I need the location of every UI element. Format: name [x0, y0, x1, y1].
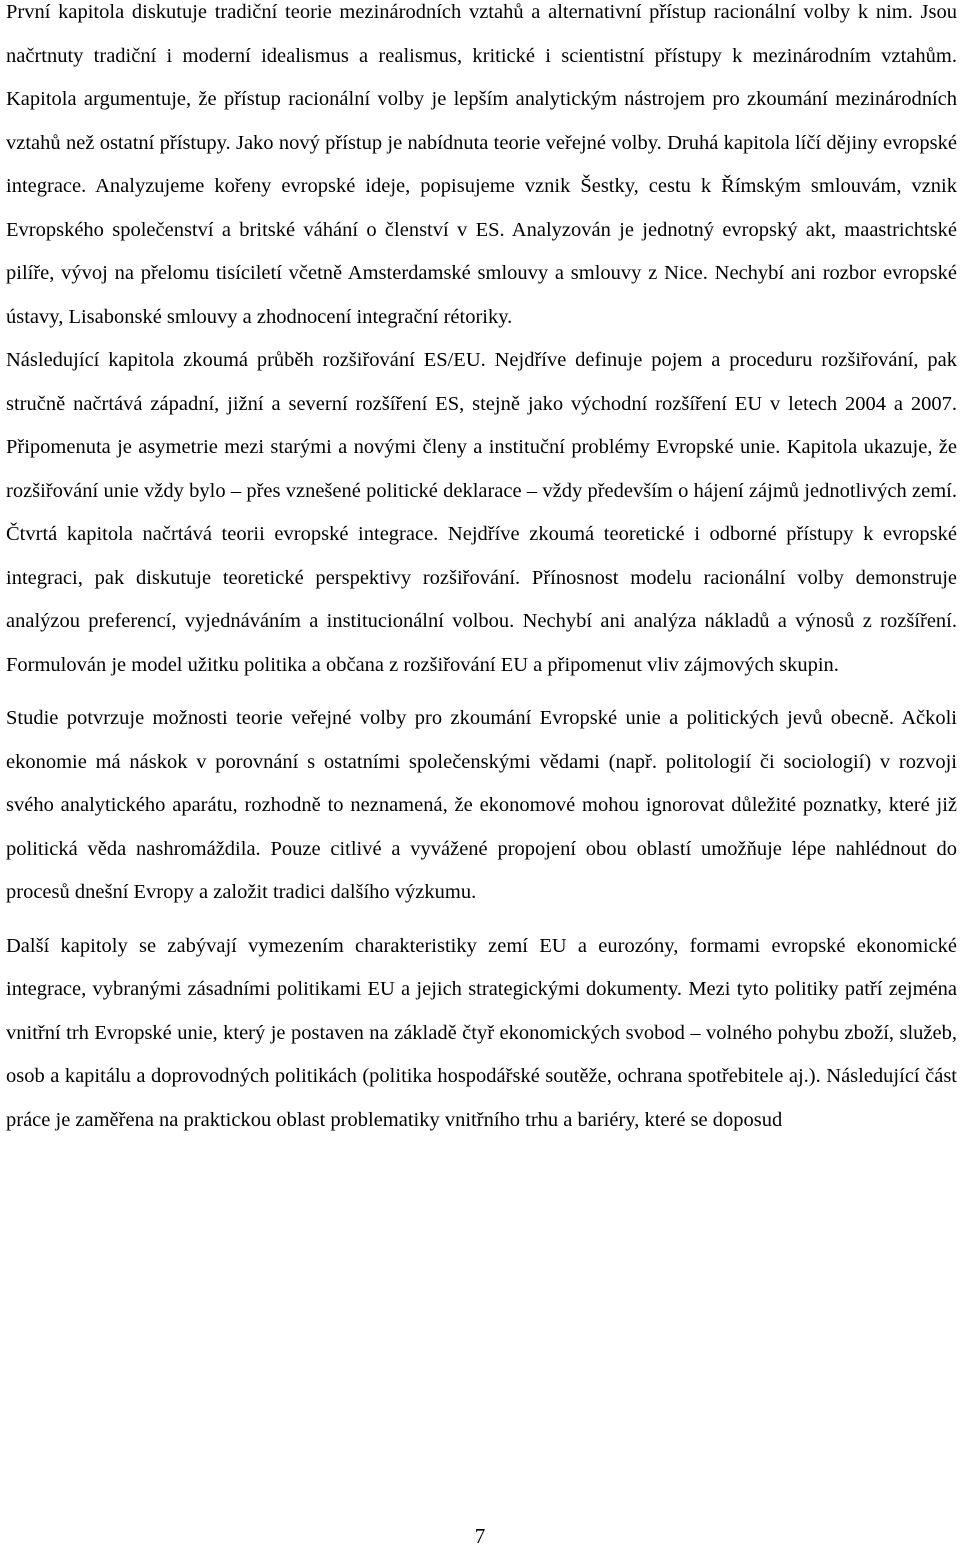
- paragraph-4: Další kapitoly se zabývají vymezením charakteristiky zemí EU a eurozóny, formami evropské ekonomické integrace, vybranými zásadními politikami EU a jejich strategickými dokumenty. Mezi tyto politiky patří zejména vnitřní trh Evropské unie, který je postaven na základě čtyř ekonomických svobod – volného pohybu zboží, služeb, osob a kapitálu a doprovodných politikách (politika hospodářské soutěže, ochrana spotřebitele aj.). Následující část práce je zaměřena na praktickou oblast problematiky vnitřního trhu a bariéry, které se doposud: [6, 934, 957, 1131]
- document-body: [6, 0, 957, 1142]
- paragraph-1: První kapitola diskutuje tradiční teorie mezinárodních vztahů a alternativní přístup racionální volby k nim. Jsou načrtnuty tradiční i moderní idealismus a realismus, kritické i scientistní přístupy k mezinárodním vztahům. Kapitola argumentuje, že přístup racionální volby je lepším analytickým nástrojem pro zkoumání mezinárodních vztahů než ostatní přístupy. Jako nový přístup je nabídnuta teorie veřejné volby. Druhá kapitola líčí dějiny evropské integrace. Analyzujeme kořeny evropské ideje, popisujeme vznik Šestky, cestu k Římským smlouvám, vznik Evropského společenství a britské váhání o členství v ES. Analyzován je jednotný evropský akt, maastrichtské pilíře, vývoj na přelomu tisíciletí včetně Amsterdamské smlouvy a smlouvy z Nice. Nechybí ani rozbor evropské ústavy, Lisabonské smlouvy a zhodnocení integrační rétoriky.: [6, 1, 957, 328]
- paragraph-gap: [6, 687, 957, 697]
- paragraph-3: Studie potvrzuje možnosti teorie veřejné volby pro zkoumání Evropské unie a politických jevů obecně. Ačkoli ekonomie má náskok v porovnání s ostatními společenskými vědami (např. politologií či sociologií) v rozvoji svého analytického aparátu, rozhodně to neznamená, že ekonomové mohou ignorovat důležité poznatky, které již politická věda nashromáždila. Pouze citlivé a vyvážené propojení obou oblastí umožňuje lépe nahlédnout do procesů dnešní Evropy a založit tradici dalšího výzkumu.: [6, 707, 957, 903]
- page-number: 7: [474, 1524, 486, 1548]
- paragraph-2: Následující kapitola zkoumá průběh rozšiřování ES/EU. Nejdříve definuje pojem a proceduru rozšiřování, pak stručně načrtává západní, jižní a severní rozšíření ES, stejně jako východní rozšíření EU v letech 2004 a 2007. Připomenuta je asymetrie mezi starými a novými členy a instituční problémy Evropské unie. Kapitola ukazuje, že rozšiřování unie vždy bylo – přes vznešené politické deklarace – vždy především o hájení zájmů jednotlivých zemí. Čtvrtá kapitola načrtává teorii evropské integrace. Nejdříve zkoumá teoretické i odborné přístupy k evropské integraci, pak diskutuje teoretické perspektivy rozšiřování. Přínosnost modelu racionální volby demonstruje analýzou preferencí, vyjednáváním a institucionální volbou. Nechybí ani analýza nákladů a výnosů z rozšíření. Formulován je model užitku politika a občana z rozšiřování EU a připomenut vliv zájmových skupin.: [6, 349, 957, 676]
- paragraph-gap: [6, 915, 957, 925]
